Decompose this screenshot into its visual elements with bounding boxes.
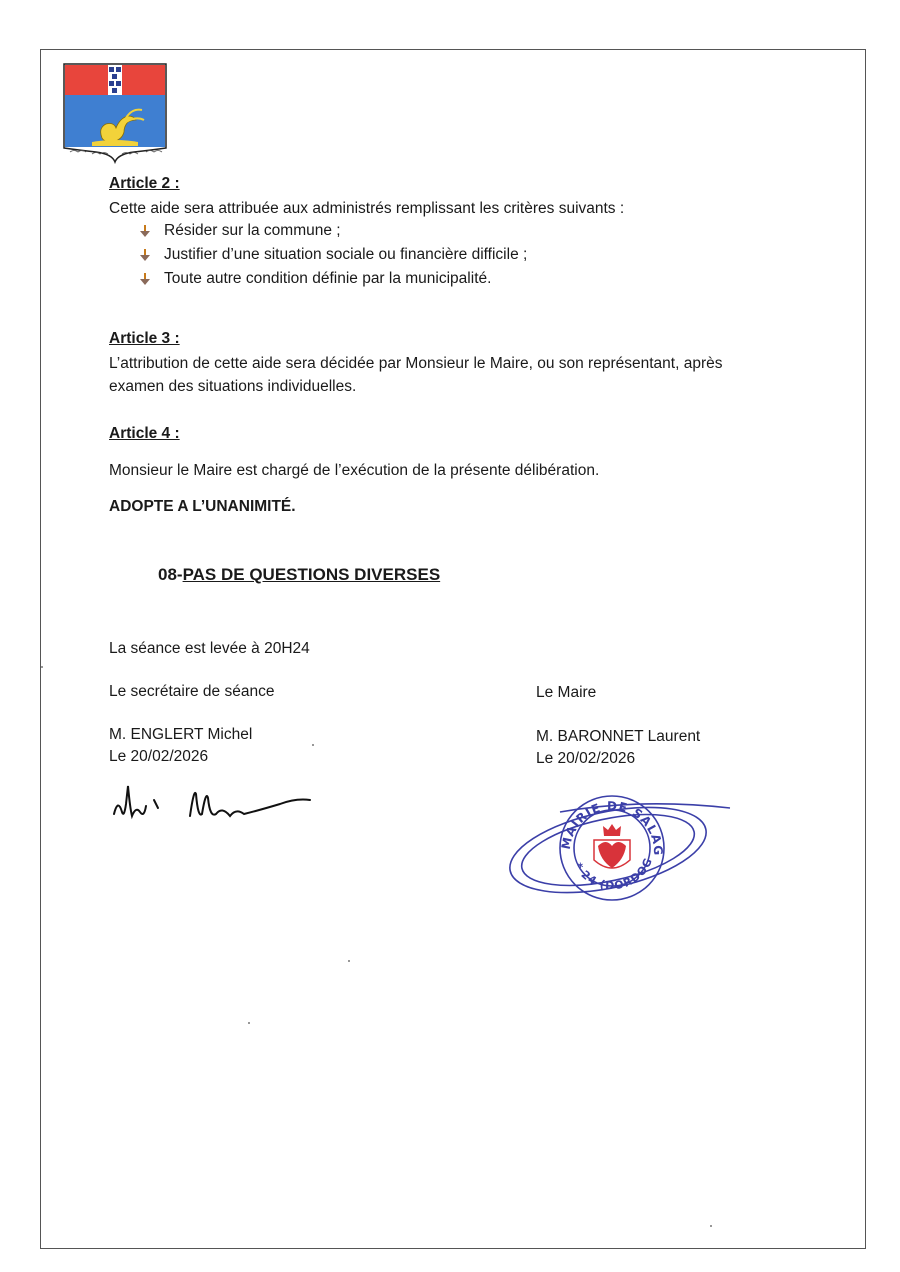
list-item [138, 243, 527, 267]
list-item [138, 219, 527, 243]
criteria-list [138, 219, 527, 291]
article-2-intro: Cette aide sera attribuée aux administrés remplissant les critères suivants : [109, 200, 625, 217]
secretary-signature [110, 778, 320, 833]
list-item [138, 267, 527, 291]
article-3-heading: Article 3 : [109, 330, 180, 347]
coat-of-arms-icon [62, 62, 168, 169]
scan-speck [348, 960, 350, 962]
article-3-line-1: L’attribution de cette aide sera décidée par Monsieur le Maire, ou son représentant, après [109, 355, 723, 372]
secretary-name: M. ENGLERT Michel [109, 726, 253, 743]
closing-statement: La séance est levée à 20H24 [109, 640, 310, 657]
down-arrow-bullet-icon [138, 224, 152, 238]
article-2-heading: Article 2 : [109, 175, 180, 192]
mayor-name: M. BARONNET Laurent [536, 728, 701, 745]
criteria-text: Résider sur la commune ; [164, 222, 341, 239]
section-8-title [158, 565, 440, 585]
section-title-text: PAS DE QUESTIONS DIVERSES [182, 565, 441, 584]
article-3-line-2: examen des situations individuelles. [109, 378, 357, 395]
svg-text:* 24 (DORDOGNE) *: * 24 (DORDOG [571, 855, 656, 893]
mayor-date: Le 20/02/2026 [536, 750, 636, 767]
criteria-text: Toute autre condition définie par la municipalité. [164, 270, 492, 287]
adopted-statement: ADOPTE A L’UNANIMITÉ. [109, 498, 296, 515]
secretary-role: Le secrétaire de séance [109, 683, 275, 700]
svg-text:MAIRIE DE SALAGNAC: MAIRIE DE SALAG [558, 798, 666, 857]
scan-speck [312, 744, 314, 746]
scan-speck [41, 666, 43, 668]
article-4-body: Monsieur le Maire est chargé de l’exécution de la présente délibération. [109, 462, 600, 479]
mayor-role: Le Maire [536, 684, 597, 701]
article-4-heading: Article 4 : [109, 425, 180, 442]
official-stamp [500, 790, 735, 920]
criteria-text: Justifier d’une situation sociale ou financière difficile ; [164, 246, 528, 263]
scan-speck [710, 1225, 712, 1227]
down-arrow-bullet-icon [138, 248, 152, 262]
section-number: 08- [158, 565, 183, 584]
scan-speck [248, 1022, 250, 1024]
down-arrow-bullet-icon [138, 272, 152, 286]
secretary-date: Le 20/02/2026 [109, 748, 209, 765]
